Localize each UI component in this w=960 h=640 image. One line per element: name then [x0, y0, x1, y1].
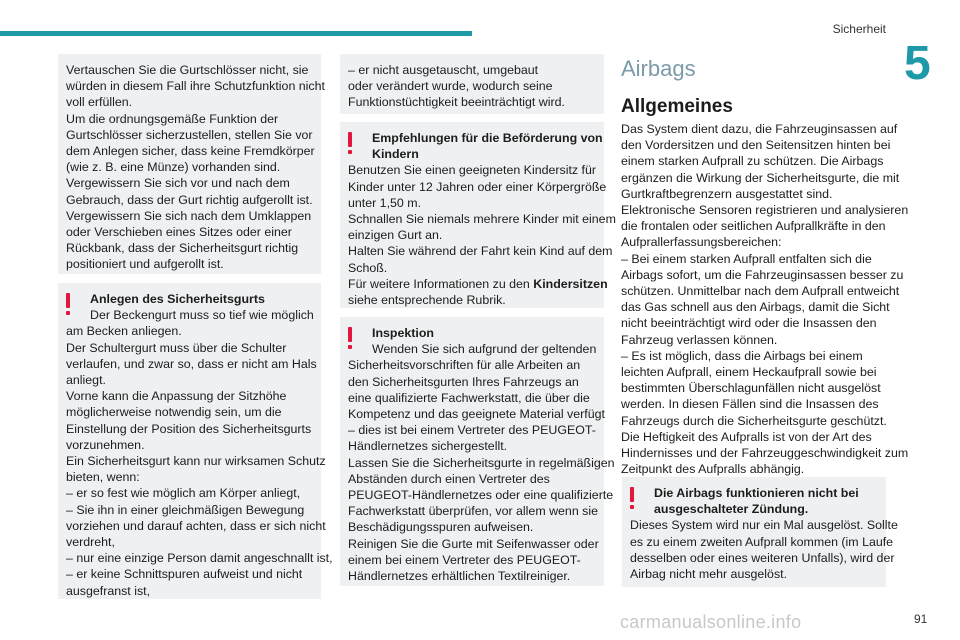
page-number: 91 [914, 612, 928, 626]
warning-box-inspektion [340, 317, 615, 586]
text-line: verdreht, [66, 535, 115, 550]
text-line: ausgefranst ist, [66, 583, 151, 598]
text-line: dem Anlegen sicher, dass keine Fremdkörper [66, 144, 315, 159]
warning-reference-line2: siehe entsprechende Rubrik. [348, 293, 506, 308]
text-line: – Es ist möglich, dass die Airbags bei einem [621, 348, 863, 363]
warning-icon [348, 327, 354, 349]
text-line: einem starken Aufprall zu schützen. Die Airbags [621, 154, 884, 169]
text-line: am Becken anliegen. [66, 324, 182, 339]
note-box-continuation [340, 54, 604, 114]
text-line: – er so fest wie möglich am Körper anliegt, [66, 486, 301, 501]
text-line: schützen. Unmittelbar nach dem Aufprall entweicht [621, 284, 900, 299]
text-line: Sicherheitsvorschriften für alle Arbeiten an [348, 358, 581, 373]
text-line: das Gas schnell aus den Airbags, damit die Sicht [621, 300, 890, 315]
text-line: PEUGEOT-Händlernetzes oder eine qualifizierte [348, 488, 614, 503]
text-line: Händlernetzes sichergestellt. [348, 439, 508, 454]
text-line: einem bei einem Vertreter des PEUGEOT- [348, 552, 581, 567]
text-line: vorzunehmen. [66, 437, 145, 452]
reference-prefix: Für weitere Informationen zu den [348, 276, 534, 291]
text-line: positioniert und aufgerollt ist. [66, 257, 224, 272]
text-line: es zu einem zweiten Aufprall kommen (im Laufe [630, 534, 894, 549]
subheading-allgemeines: Allgemeines [621, 96, 733, 117]
text-line: oder Verschieben eines Sitzes oder einer [66, 225, 292, 240]
text-line: Rückbank, dass der Sicherheitsgurt richtig [66, 241, 299, 256]
text-line: den Sicherheitsgurten Ihres Fahrzeugs an [348, 374, 579, 389]
text-line: Vergewissern Sie sich vor und nach dem [66, 176, 290, 191]
text-line: werden. In diesen Fällen sind die Insassen des [621, 397, 879, 412]
text-line: Fahrzeugs durch die Sicherheitsgurte geschützt. [621, 413, 887, 428]
text-line: Lassen Sie die Sicherheitsgurte in regelmäßigen [348, 455, 615, 470]
text-line: Schnallen Sie niemals mehrere Kinder mit einem [348, 212, 616, 227]
text-line: Airbag nicht mehr ausgelöst. [630, 567, 788, 582]
warning-title: Inspektion [372, 326, 434, 340]
text-line: Der Schultergurt muss über die Schulter [66, 340, 287, 355]
text-line: Zeitpunkt des Aufpralls abhängig. [621, 462, 805, 477]
text-line: anliegt. [66, 373, 106, 388]
body-text-airbags [621, 121, 909, 477]
text-line: voll erfüllen. [66, 95, 133, 110]
section-title: Sicherheit [832, 22, 886, 36]
text-line: Kinder unter 12 Jahren oder einer Körpergröße [348, 179, 607, 194]
note-box-gurtschloesser [58, 54, 325, 274]
text-line: – er nicht ausgetauscht, umgebaut [348, 63, 539, 77]
text-line: Händlernetzes erhältlichen Textilreiniger. [348, 569, 571, 584]
text-line: Gebrauch, dass der Gurt richtig aufgerollt ist. [66, 192, 313, 207]
text-line: Die Heftigkeit des Aufpralls ist von der Art des [621, 429, 872, 444]
text-line: Fachwerkstatt überprüfen, vor allem wenn sie [348, 504, 598, 519]
text-line: den Vordersitzen und den Seitensitzen hinten bei [621, 138, 891, 153]
note-text [66, 62, 325, 273]
watermark: carmanualsonline.info [620, 612, 802, 632]
text-line: bieten, wenn: [66, 470, 140, 485]
warning-box-kinder [340, 122, 616, 308]
text-line: Vertauschen Sie die Gurtschlösser nicht, sie [66, 63, 309, 77]
text-line: bestimmten Überschlagunfällen nicht ausgelöst [621, 381, 881, 396]
text-line: nicht beeinträchtigt wird oder die Insassen den [621, 316, 877, 331]
section-heading-airbags: Airbags [621, 56, 696, 81]
text-line: Einstellung der Position des Sicherheitsgurts [66, 421, 312, 436]
text-line: – dies ist bei einem Vertreter des PEUGEOT- [348, 423, 596, 438]
warning-text [348, 162, 616, 275]
warning-box-zuendung [622, 477, 898, 587]
text-line: desselben oder eines weiteren Unfalls), wird der [630, 550, 895, 565]
text-line: Das System dient dazu, die Fahrzeuginsassen auf [621, 122, 898, 136]
warning-title-line: Die Airbags funktionieren nicht bei [654, 486, 859, 500]
text-line: Elektronische Sensoren registrieren und analysieren [621, 203, 909, 218]
warning-icon [630, 487, 636, 509]
warning-title-line: Kindern [372, 147, 419, 162]
text-line: Airbags sofort, um die Fahrzeuginsassen besser zu [621, 267, 904, 282]
chapter-number: 5 [904, 37, 931, 90]
text-line: Ein Sicherheitsgurt kann nur wirksamen Schutz [66, 454, 326, 469]
text-line: oder verändert wurde, wodurch seine [348, 79, 553, 94]
text-line: Funktionstüchtigkeit beeinträchtigt wird. [348, 95, 565, 110]
text-line: – Bei einem starken Aufprall entfalten sich die [621, 251, 872, 266]
warning-title-line: ausgeschalteter Zündung. [654, 502, 809, 517]
text-line: eine qualifizierte Fachwerkstatt, die über die [348, 390, 590, 405]
warning-icon [66, 293, 72, 315]
text-line: – Sie ihn in einer gleichmäßigen Bewegung [66, 502, 305, 517]
text-line: (wie z. B. eine Münze) vorhanden sind. [66, 160, 281, 175]
warning-title: Anlegen des Sicherheitsgurts [90, 292, 265, 306]
text-line: Gurtkraftbegrenzern ausgestattet sind. [621, 186, 833, 201]
warning-box-anlegen [58, 283, 333, 599]
warning-title-line: Empfehlungen für die Beförderung von [372, 131, 603, 145]
text-line: Vorne kann die Anpassung der Sitzhöhe [66, 389, 287, 404]
text-line: Aufprallerfassungsbereichen: [621, 235, 782, 250]
text-line: Hindernisses und der Fahrzeuggeschwindigkeit zum [621, 446, 909, 461]
warning-first-line: Wenden Sie sich aufgrund der geltenden [372, 342, 597, 357]
warning-text [348, 357, 615, 584]
text-line: einzigen Gurt an. [348, 228, 443, 243]
warning-text [630, 517, 898, 582]
text-line: verlaufen, und zwar so, dass er nicht am Hals [66, 356, 317, 371]
text-line: Um die ordnungsgemäße Funktion der [66, 111, 279, 126]
text-line: Gurtschlösser sicherzustellen, stellen Sie vor [66, 127, 313, 142]
text-line: Halten Sie während der Fahrt kein Kind auf dem [348, 244, 613, 259]
text-line: vorziehen und darauf achten, dass er sich nicht [66, 518, 326, 533]
text-line: – er keine Schnittspuren aufweist und nicht [66, 567, 303, 582]
warning-icon [348, 132, 354, 154]
text-line: Beschädigungsspuren aufweisen. [348, 520, 534, 535]
warning-first-line: Der Beckengurt muss so tief wie möglich [90, 308, 314, 323]
warning-reference-line [348, 276, 608, 292]
reference-link: Kindersitzen [533, 276, 608, 291]
text-line: – nur eine einzige Person damit angeschnallt ist, [66, 551, 333, 566]
text-line: unter 1,50 m. [348, 195, 422, 210]
header-accent-bar [0, 31, 472, 36]
text-line: möglicherweise notwendig sein, um die [66, 405, 282, 420]
text-line: ergänzen die Wirkung der Sicherheitsgurte, die mit [621, 170, 900, 185]
text-line: Abständen durch einen Vertreter des [348, 471, 550, 486]
text-line: leichten Aufprall, einem Heckaufprall sowie bei [621, 365, 877, 380]
text-line: Dieses System wird nur ein Mal ausgelöst. Sollte [630, 518, 898, 533]
text-line: Vergewissern Sie sich nach dem Umklappen [66, 208, 312, 223]
text-line: Schoß. [348, 260, 388, 275]
note-text [348, 62, 596, 111]
text-line: Reinigen Sie die Gurte mit Seifenwasser oder [348, 536, 599, 551]
text-line: Kompetenz und das geeignete Material verfügt [348, 407, 605, 422]
text-line: Benutzen Sie einen geeigneten Kindersitz für [348, 163, 596, 178]
warning-text [66, 323, 333, 598]
text-line: Fahrzeug verlassen können. [621, 332, 778, 347]
text-line: die frontalen oder seitlichen Aufprallkräfte in den [621, 219, 886, 234]
text-line: würden in diesem Fall ihre Schutzfunktion nicht [66, 79, 325, 94]
